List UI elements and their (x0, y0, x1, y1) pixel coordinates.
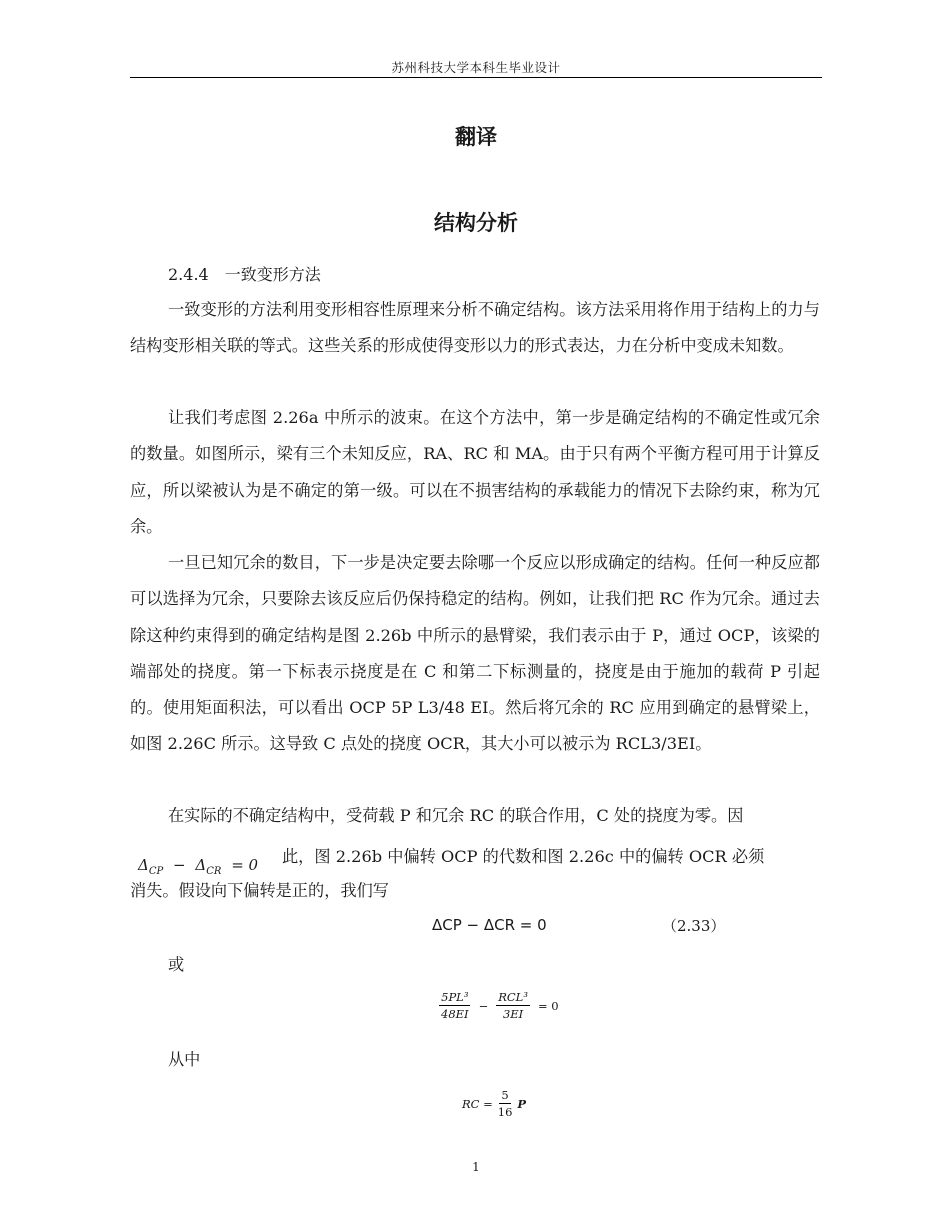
formula-sub-cp: CP (148, 866, 164, 877)
solution-lhs: RC = (462, 1096, 493, 1111)
header-divider (130, 77, 822, 78)
formula-delta-2: Δ (195, 856, 207, 874)
section-heading: 2.4.4 一致变形方法 (168, 265, 321, 284)
formula-sub-cr: CR (206, 866, 222, 877)
paragraph-2: 让我们考虑图 2.26a 中所示的波束。在这个方法中，第一步是确定结构的不确定性或冗余的数量。如图所示，梁有三个未知反应，RA、RC 和 MA。由于只有两个平衡方程可用于计算反应，所以梁被认为是不确定的第一级。可以在不损害结构的承载能力的情况下去除约束，称为冗余。 (130, 408, 820, 536)
fraction-load (439, 990, 471, 1021)
paragraph-4: 在实际的不确定结构中，受荷载 P 和冗余 RC 的联合作用，C 处的挠度为零。因 (168, 806, 744, 825)
paragraph-4-continuation: 此，图 2.26b 中偏转 OCP 的代数和图 2.26c 中的偏转 OCR 必须 (282, 847, 765, 866)
fraction-minus: − (478, 998, 489, 1013)
solution-denominator: 16 (497, 1105, 513, 1119)
label-from: 从中 (168, 1050, 201, 1069)
solution-fraction (496, 1088, 515, 1119)
equation-deflection-fractions (436, 990, 564, 1021)
formula-minus: − (173, 856, 186, 874)
paragraph-1: 一致变形的方法利用变形相容性原理来分析不确定结构。该方法采用将作用于结构上的力与结构变形相关联的等式。这些关系的形成使得变形以力的形式表达，力在分析中变成未知数。 (130, 300, 820, 356)
solution-numerator: 5 (501, 1088, 509, 1102)
document-subtitle: 结构分析 (434, 211, 518, 235)
document-title: 翻译 (455, 125, 497, 149)
fraction-redundant-numerator: RCL³ (498, 990, 528, 1004)
fraction-load-numerator: 5PL³ (441, 990, 469, 1004)
page-header: 苏州科技大学本科生毕业设计 (391, 60, 561, 75)
fraction-equals: = 0 (537, 998, 559, 1013)
paragraph-3: 一旦已知冗余的数目，下一步是决定要去除哪一个反应以形成确定的结构。任何一种反应都可以选择为冗余，只要除去该反应后仍保持稳定的结构。例如，让我们把 RC 作为冗余。通过去除这种约束得到的确定结构是图 2.26b 中所示的悬臂梁，我们表示由于 P，通过 OCP，该梁的端部处的挠度。第一下标表示挠度是在 C 和第二下标测量的，挠度是由于施加的载荷 P 引起的。使用矩面积法，可以看出 OCP 5P L3/48 EI。然后将冗余的 RC 应用到确定的悬臂梁上，如图 2.26C 所示。这导致 C 点处的挠度 OCR，其大小可以被示为 RCL3/3EI。 (130, 553, 820, 754)
solution-rhs: P (517, 1096, 527, 1111)
fraction-load-denominator: 48EI (441, 1007, 469, 1021)
formula-delta-1: Δ (138, 856, 149, 874)
fraction-redundant (496, 990, 530, 1021)
equation-number: （2.33） (662, 917, 726, 935)
page-number: 1 (472, 1160, 480, 1174)
fraction-redundant-denominator: 3EI (502, 1007, 524, 1021)
paragraph-4-tail: 消失。假设向下偏转是正的，我们写 (130, 881, 389, 900)
label-or: 或 (168, 955, 185, 974)
equation-rc-solution (462, 1088, 526, 1119)
formula-equals: = 0 (231, 856, 259, 874)
equation-2-33: ΔCP − ΔCR = 0 (432, 916, 547, 934)
